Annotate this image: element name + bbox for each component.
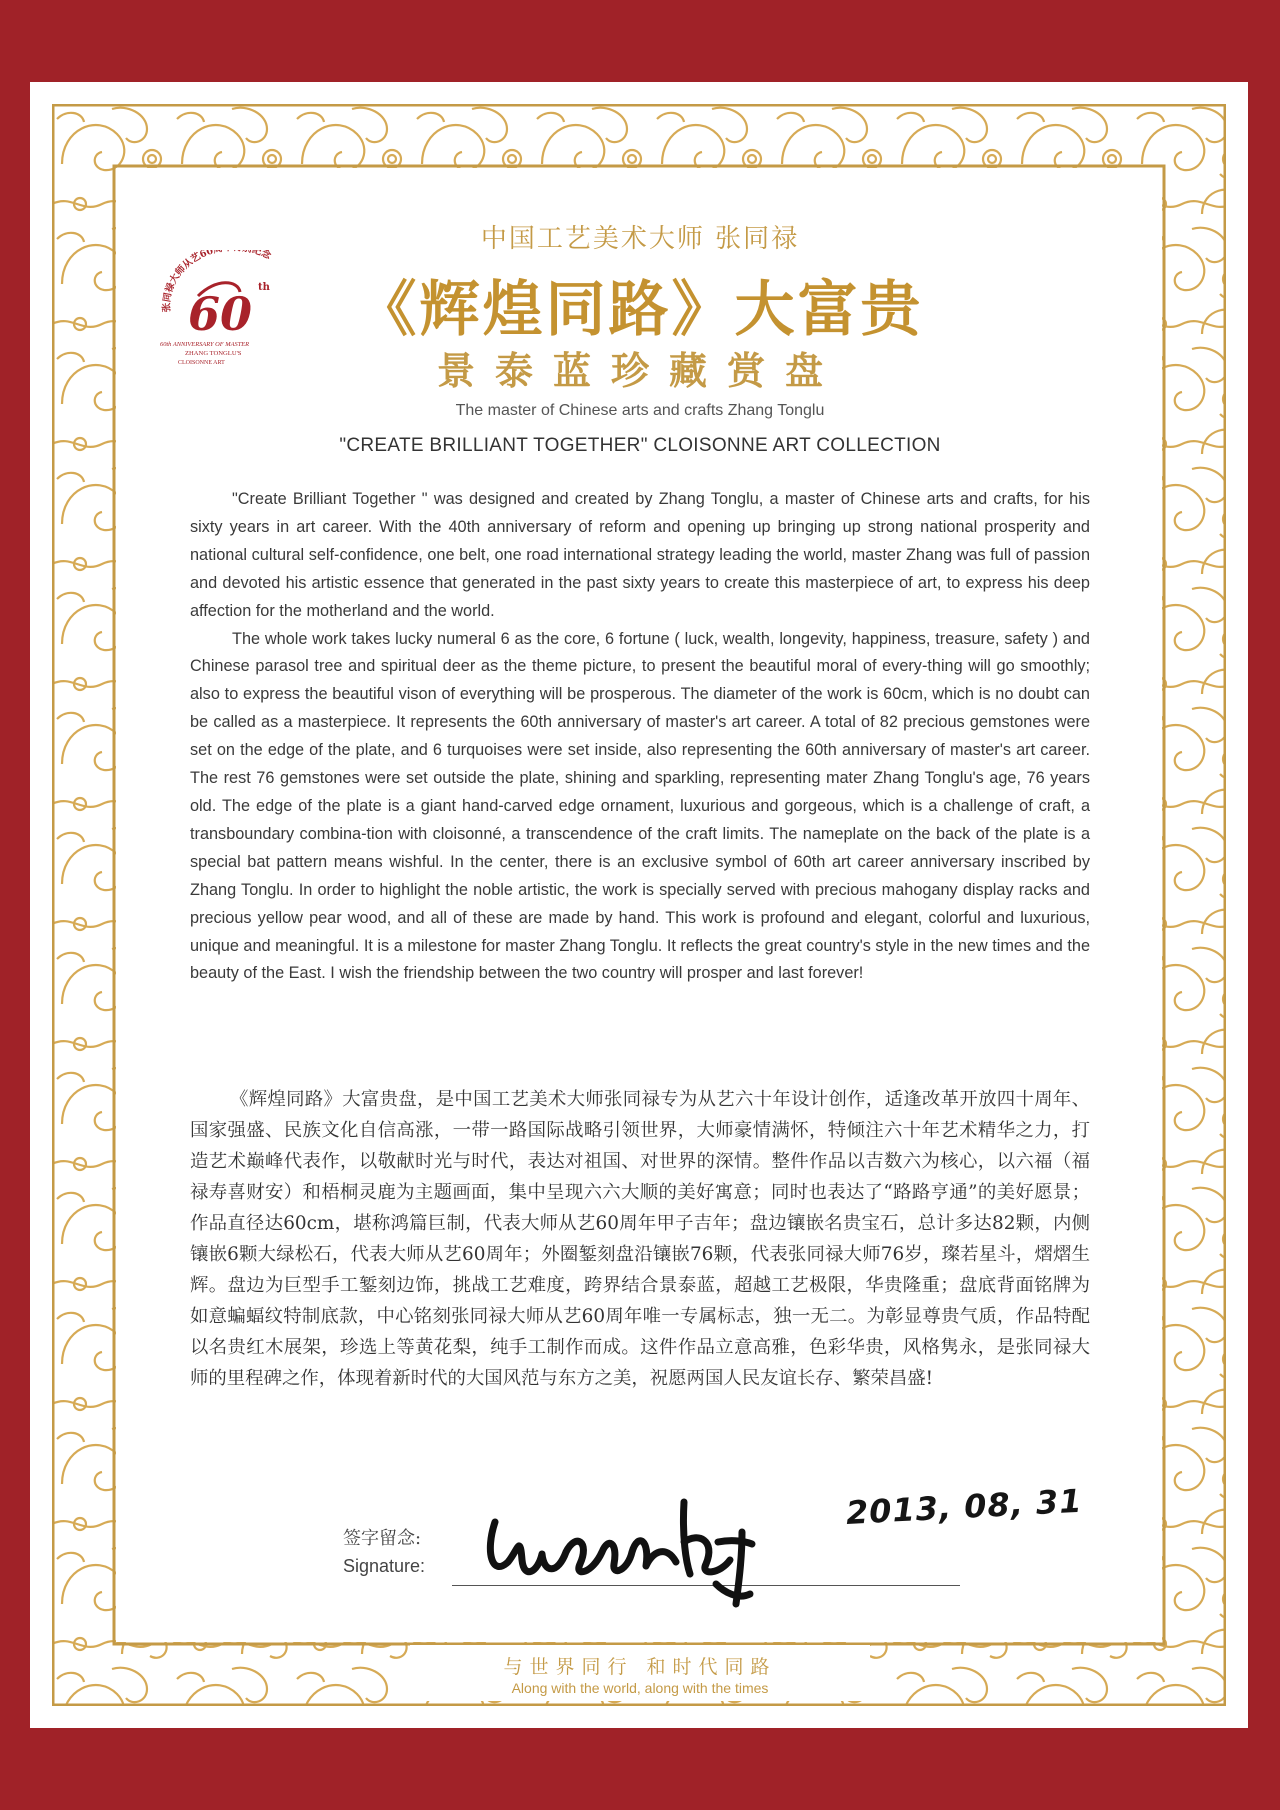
english-paragraph-1: "Create Brilliant Together " was designed and created by Zhang Tonglu, a master of Chinese arts and crafts, for his sixty years in art career. With the 40th anniversary of reform and opening up bringing up strong national prosperity and national cultural self-confidence, one belt, one road international strategy leading the world, master Zhang was full of passion and devoted his artistic essence that generated in the past sixty years to create this masterpiece of art, to express his deep affection for the motherland and the world. [190,490,1090,620]
chinese-body [190,1084,1090,1394]
en-subtitle: The master of Chinese arts and crafts Zhang Tonglu [455,402,825,419]
logo-caption-2: ZHANG TONGLU'S [185,350,242,357]
handwritten-signature [480,1482,830,1617]
logo-number-suffix: th [258,282,270,293]
english-paragraph-2: The whole work takes lucky numeral 6 as the core, 6 fortune ( luck, wealth, longevity, happiness, treasure, safety ) and Chinese parasol tree and spiritual deer as the theme picture, to present the beautiful moral of every-thing will go smoothly; also to express the beautiful vison of everything will be prosperous. The diameter of the work is 60cm, which is no doubt can be called as a masterpiece. It represents the 60th anniversary of master's art career. A total of 82 precious gemstones were set on the edge of the plate, and 6 turquoises were set inside, also representing the 60th anniversary of master's art career. The rest 76 gemstones were set outside the plate, shining and sparkling, representing mater Zhang Tonglu's age, 76 years old. The edge of the plate is a giant hand-carved edge ornament, luxurious and gorgeous, which is a challenge of craft, a transboundary combina-tion with cloisonné, a transcendence of the craft limits. The nameplate on the back of the plate is a special bat pattern means wishful. In the center, there is an exclusive symbol of 60th art career anniversary inscribed by Zhang Tonglu. In order to highlight the noble artistic, the work is specially served with precious mahogany display racks and precious yellow pear wood, and all of these are made by hand. This work is profound and elegant, colorful and luxurious, unique and meaningful. It is a milestone for master Zhang Tonglu. It reflects the great country's style in the new times and the beauty of the East. I wish the friendship between the two country will prosper and last forever! [190,629,1090,983]
logo-arc-text: 张同禄大师从艺60 纪念 [161,250,273,313]
footer-motto-en: Along with the world, along with the times [511,1680,769,1696]
chinese-paragraph-1: 《辉煌同路》大富贵盘，是中国工艺美术大师张同禄专为从艺六十年设计创作，适逢改革开放四十周年、国家强盛、民族文化自信高涨，一带一路国际战略引领世界，大师豪情满怀，特倾注六十年艺术精华之力，打造艺术巅峰代表作，以敬献时光与时代，表达对祖国、对世界的深情。整件作品以吉数六为核心，以六福（福禄寿喜财安）和梧桐灵鹿为主题画面，集中呈现六六大顺的美好寓意；同时也表达了“路路亨通”的美好愿景；作品直径达60cm，堪称鸿篇巨制，代表大师从艺60周年甲子吉年；盘边镶嵌名贵宝石，总计多达82颗，内侧镶嵌6颗大绿松石，代表大师从艺60周年；外圈錾刻盘沿镶嵌76颗，代表张同禄大师76岁，璨若星斗，熠熠生辉。盘边为巨型手工錾刻边饰，挑战工艺难度，跨界结合景泰蓝，超越工艺极限，华贵隆重；盘底背面铭牌为如意蝙蝠纹特制底款，中心铭刻张同禄大师从艺60周年唯一专属标志，独一无二。为彰显尊贵气质，作品特配以名贵红木展架，珍选上等黄花梨，纯手工制作而成。这件作品立意高雅，色彩华贵，风格隽永，是张同禄大师的里程碑之作，体现着新时代的大国风范与东方之美，祝愿两国人民友谊长存、繁荣昌盛! [190,1089,1090,1389]
signature-date: 2013, 08, 31 [845,1481,1084,1532]
english-body [190,486,1090,988]
signature-label-cn: 签字留念: [343,1528,422,1549]
signature-label-en: Signature: [343,1556,426,1576]
logo-number: 60 [188,287,253,341]
footer-motto-cn: 与世界同行 和时代同路 [503,1656,777,1678]
cn-subtitle: 中国工艺美术大师 张同禄 [480,224,800,254]
handwritten-signature-icon [480,1482,830,1617]
logo-caption-1: 60th ANNIVERSARY OF MASTER [160,341,250,348]
logo-caption-3: CLOISONNE ART [178,360,225,366]
cn-title: 《辉煌同路》大富贵 [356,275,924,345]
en-title: "CREATE BRILLIANT TOGETHER" CLOISONNE ART COLLECTION [339,435,941,456]
cn-title-line3: 景泰蓝珍藏赏盘 [436,349,843,393]
